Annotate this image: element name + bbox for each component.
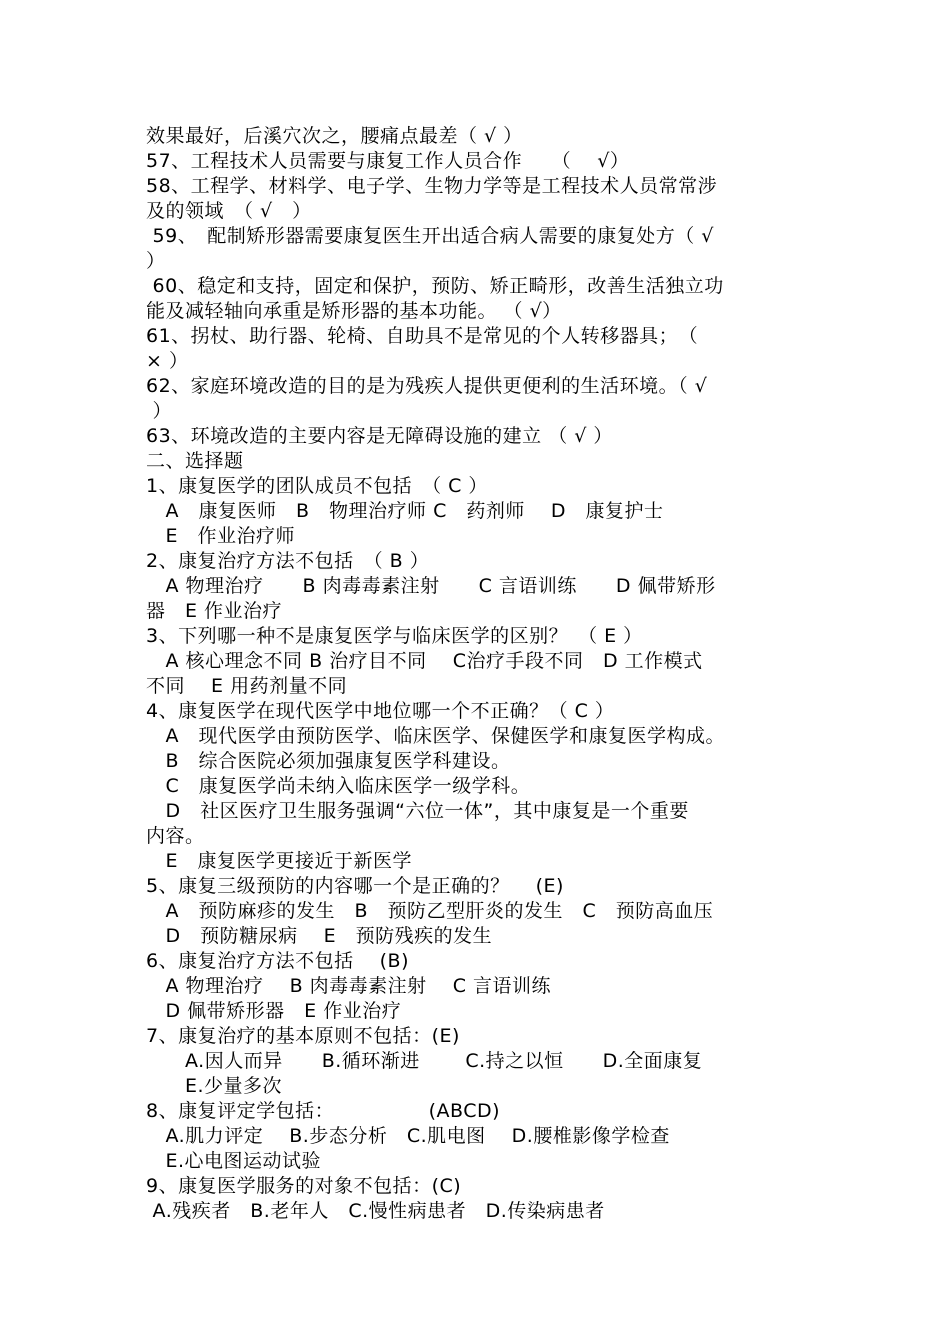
mc-question-2-options-cont: 器 E 作业治疗	[146, 600, 283, 622]
question-59-cont: ）	[146, 250, 166, 272]
mc-question-1: 1、康复医学的团队成员不包括 （ C ）	[146, 475, 488, 497]
mc-question-4-option-b: B 综合医院必须加强康复医学科建设。	[146, 750, 511, 772]
mc-question-5-options: A 预防麻疹的发生 B 预防乙型肝炎的发生 C 预防高血压	[146, 900, 714, 922]
question-62: 62、家庭环境改造的目的是为残疾人提供更便利的生活环境。（ √	[146, 375, 708, 397]
mc-question-5: 5、康复三级预防的内容哪一个是正确的？ (E)	[146, 875, 564, 897]
mc-question-6: 6、康复治疗方法不包括 (B)	[146, 950, 409, 972]
question-60-cont: 能及减轻轴向承重是矫形器的基本功能。 （ √）	[146, 300, 562, 322]
section-title: 二、选择题	[146, 450, 244, 472]
mc-question-1-options: A 康复医师 B 物理治疗师 C 药剂师 D 康复护士	[146, 500, 664, 522]
question-63: 63、环境改造的主要内容是无障碍设施的建立 （ √ ）	[146, 425, 613, 447]
mc-question-4-option-d: D 社区医疗卫生服务强调“六位一体”，其中康复是一个重要	[146, 800, 689, 822]
mc-question-8-options: A.肌力评定 B.步态分析 C.肌电图 D.腰椎影像学检查	[146, 1125, 670, 1147]
question-60: 60、稳定和支持，固定和保护，预防、矫正畸形，改善生活独立功	[146, 275, 724, 297]
mc-question-8: 8、康复评定学包括： (ABCD)	[146, 1100, 501, 1122]
mc-question-8-options-cont: E.心电图运动试验	[146, 1150, 322, 1172]
mc-question-1-options-cont: E 作业治疗师	[146, 525, 296, 547]
mc-question-9: 9、康复医学服务的对象不包括：(C)	[146, 1175, 462, 1197]
question-61-cont: × ）	[146, 350, 189, 372]
mc-question-7: 7、康复治疗的基本原则不包括：(E)	[146, 1025, 460, 1047]
mc-question-6-options: A 物理治疗 B 肉毒毒素注射 C 言语训练	[146, 975, 551, 997]
mc-question-3-options: A 核心理念不同 B 治疗目不同 C治疗手段不同 D 工作模式	[146, 650, 703, 672]
mc-question-6-options-cont: D 佩带矫形器 E 作业治疗	[146, 1000, 402, 1022]
answer-line-56-tail: 效果最好，后溪穴次之，腰痛点最差（ √ ）	[146, 125, 523, 147]
mc-question-7-options-cont: E.少量多次	[146, 1075, 283, 1097]
mc-question-3-options-cont: 不同 E 用药剂量不同	[146, 675, 348, 697]
mc-question-2-options: A 物理治疗 B 肉毒毒素注射 C 言语训练 D 佩带矫形	[146, 575, 716, 597]
mc-question-4: 4、康复医学在现代医学中地位哪一个不正确？（ C ）	[146, 700, 615, 722]
mc-question-4-option-d-cont: 内容。	[146, 825, 205, 847]
mc-question-4-option-c: C 康复医学尚未纳入临床医学一级学科。	[146, 775, 531, 797]
question-62-cont: ）	[146, 400, 173, 422]
question-58-cont: 及的领域 （ √ ）	[146, 200, 312, 222]
mc-question-9-options: A.残疾者 B.老年人 C.慢性病患者 D.传染病患者	[146, 1200, 605, 1222]
mc-question-3: 3、下列哪一种不是康复医学与临床医学的区别？ （ E ）	[146, 625, 643, 647]
question-61: 61、拐杖、助行器、轮椅、自助具不是常见的个人转移器具； （	[146, 325, 699, 347]
mc-question-2: 2、康复治疗方法不包括 （ B ）	[146, 550, 430, 572]
question-57: 57、工程技术人员需要与康复工作人员合作 （ √）	[146, 150, 630, 172]
question-59: 59、 配制矫形器需要康复医生开出适合病人需要的康复处方（ √	[146, 225, 714, 247]
question-58: 58、工程学、材料学、电子学、生物力学等是工程技术人员常常涉	[146, 175, 718, 197]
mc-question-4-option-e: E 康复医学更接近于新医学	[146, 850, 413, 872]
mc-question-7-options: A.因人而异 B.循环渐进 C.持之以恒 D.全面康复	[146, 1050, 703, 1072]
mc-question-4-option-a: A 现代医学由预防医学、临床医学、保健医学和康复医学构成。	[146, 725, 725, 747]
mc-question-5-options-cont: D 预防糖尿病 E 预防残疾的发生	[146, 925, 493, 947]
